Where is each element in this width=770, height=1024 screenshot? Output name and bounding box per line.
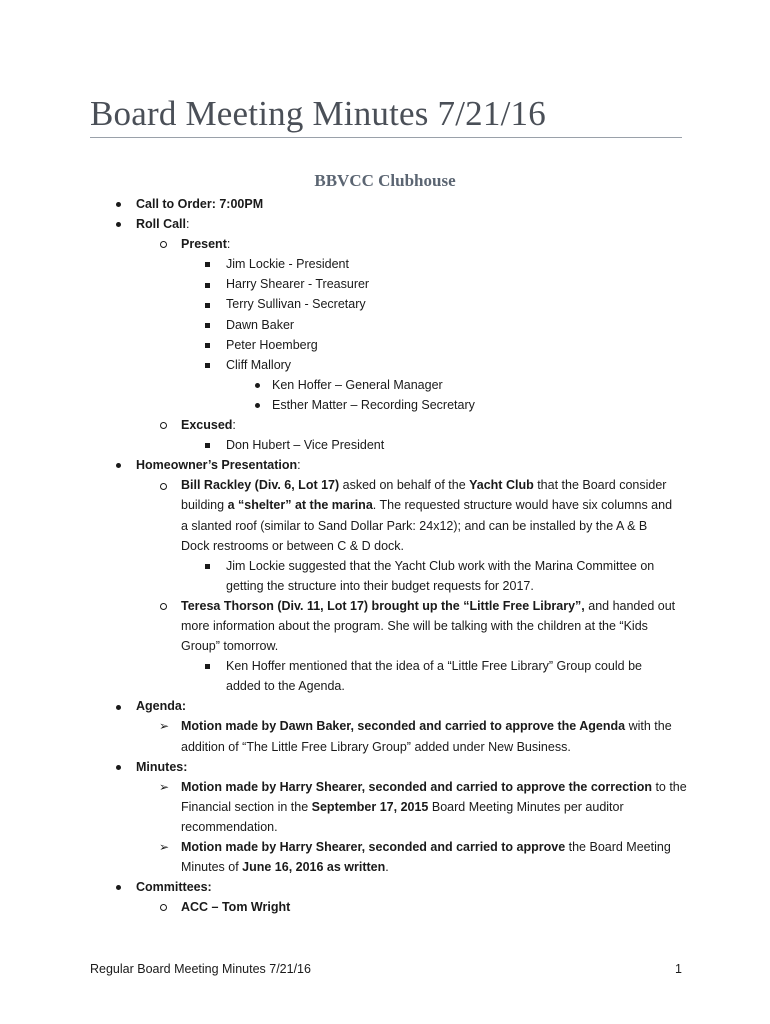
list-item — [0, 335, 770, 355]
list-item-continuation — [0, 576, 770, 596]
bullet-square-icon — [200, 335, 214, 355]
arrow-bullet-icon: ➢ — [158, 719, 170, 734]
text-run: Board Meeting Minutes per auditor — [428, 799, 624, 814]
bullet-dot-icon — [111, 696, 125, 716]
list-item-continuation — [0, 797, 770, 817]
bullet-dot-icon — [250, 375, 264, 395]
text-run: the Board Meeting — [565, 840, 671, 854]
text-run: to the — [651, 779, 687, 794]
roll-call-label: Roll Call — [136, 217, 187, 232]
arrow-bullet-icon: ➢ — [158, 779, 170, 794]
list-item — [0, 757, 770, 777]
bullet-dot-icon — [111, 877, 125, 897]
present-member: Terry Sullivan - Secretary — [226, 297, 366, 312]
list-item — [0, 395, 770, 415]
note-text: Ken Hoffer mentioned that the idea of a “Little Free Library” Group could be — [226, 659, 642, 674]
present-member: Harry Shearer - Treasurer — [226, 277, 370, 292]
text-run: building — [181, 498, 228, 513]
list-item-continuation — [0, 495, 770, 515]
presenter-name: Teresa Thorson (Div. 11, Lot 17) brought up the “Little Free Library”, — [181, 598, 585, 613]
punctuation: : — [186, 217, 190, 232]
list-item — [0, 777, 770, 797]
list-item — [0, 455, 770, 475]
list-item — [0, 315, 770, 335]
arrow-bullet-icon: ➢ — [158, 840, 170, 854]
committees-label: Committees: — [136, 880, 212, 895]
excused-label: Excused — [181, 418, 233, 433]
presenter-name: Bill Rackley (Div. 6, Lot 17) — [181, 478, 340, 493]
list-item — [0, 375, 770, 395]
list-item-continuation — [0, 817, 770, 837]
motion-text: Motion made by Harry Shearer, seconded and carried to approve — [181, 840, 566, 854]
call-to-order: Call to Order: 7:00PM — [136, 197, 264, 211]
bullet-dot-icon — [111, 455, 125, 475]
acc-label: ACC – Tom Wright — [181, 900, 291, 915]
present-member: Jim Lockie - President — [226, 257, 349, 272]
list-item — [0, 696, 770, 716]
note-text: Jim Lockie suggested that the Yacht Club work with the Marina Committee on — [226, 558, 655, 573]
list-item — [0, 877, 770, 897]
list-item — [0, 556, 770, 576]
agenda-label: Agenda: — [136, 699, 186, 714]
list-item — [0, 274, 770, 294]
text-run: a “shelter” at the marina — [227, 498, 373, 513]
text-run: with the — [625, 719, 672, 734]
homeowner-label: Homeowner’s Presentation — [136, 458, 298, 473]
bullet-dot-icon — [250, 395, 264, 415]
text-run: June 16, 2016 as written — [242, 860, 386, 875]
list-item — [0, 837, 770, 857]
list-item — [0, 656, 770, 676]
list-item-continuation — [0, 737, 770, 757]
list-item — [0, 214, 770, 234]
staff-member: Ken Hoffer – General Manager — [272, 377, 443, 392]
text-run: . The requested structure would have six columns and — [372, 498, 673, 513]
present-label: Present — [181, 237, 227, 252]
note-text: getting the structure into their budget requests for 2017. — [226, 578, 534, 593]
bullet-circle-icon — [156, 596, 170, 616]
text-run: addition of “The Little Free Library Group” added under New Business. — [181, 739, 571, 754]
text-run: . — [385, 860, 389, 875]
list-item — [0, 294, 770, 314]
list-item-continuation — [0, 676, 770, 696]
text-run: a slanted roof (similar to Sand Dollar Park: 24x12); and can be installed by the A & B — [181, 518, 648, 533]
punctuation: : — [226, 237, 231, 252]
bullet-dot-icon — [111, 757, 125, 777]
motion-text: Motion made by Harry Shearer, seconded and carried to approve the correction — [181, 779, 652, 794]
bullet-square-icon — [200, 294, 214, 314]
bullet-square-icon — [200, 656, 214, 676]
list-item-continuation — [0, 536, 770, 556]
page-subtitle: BBVCC Clubhouse — [314, 171, 456, 190]
page-number: 1 — [675, 962, 682, 976]
bullet-square-icon — [200, 274, 214, 294]
bullet-square-icon — [200, 254, 214, 274]
present-member: Dawn Baker — [226, 317, 295, 332]
text-run: Dock restrooms or between C & D dock. — [181, 538, 404, 553]
list-item — [0, 234, 770, 254]
list-item — [0, 435, 770, 455]
list-item — [0, 254, 770, 274]
bullet-circle-icon — [156, 475, 170, 495]
title-divider — [90, 137, 682, 138]
bullet-square-icon — [200, 315, 214, 335]
staff-member: Esther Matter – Recording Secretary — [272, 397, 475, 412]
list-item — [0, 596, 770, 616]
bullet-circle-icon — [156, 415, 170, 435]
list-item — [0, 897, 770, 917]
list-item-continuation — [0, 616, 770, 636]
text-run: asked on behalf of the — [339, 478, 470, 493]
text-run: and handed out — [584, 598, 676, 613]
list-item-continuation — [0, 636, 770, 656]
text-run: more information about the program. She will be talking with the children at the “Kids — [181, 618, 648, 633]
text-run: Minutes of — [181, 860, 243, 875]
page-title: Board Meeting Minutes 7/21/16 — [90, 94, 546, 133]
bullet-dot-icon — [111, 194, 125, 214]
punctuation: : — [232, 418, 236, 433]
note-text: added to the Agenda. — [226, 679, 345, 694]
motion-text: Motion made by Dawn Baker, seconded and carried to approve the Agenda — [181, 719, 626, 734]
bullet-circle-icon — [156, 897, 170, 917]
present-member: Cliff Mallory — [226, 357, 292, 372]
text-run: Group” tomorrow. — [181, 639, 279, 654]
list-item — [0, 716, 770, 736]
text-run: Yacht Club — [469, 478, 534, 493]
minutes-label: Minutes: — [136, 759, 188, 774]
list-item — [0, 194, 770, 214]
minutes-body — [0, 194, 770, 917]
excused-member: Don Hubert – Vice President — [226, 438, 385, 453]
list-item — [0, 475, 770, 495]
bullet-square-icon — [200, 435, 214, 455]
list-item-continuation — [0, 857, 770, 877]
list-item — [0, 415, 770, 435]
list-item — [0, 355, 770, 375]
footer-title: Regular Board Meeting Minutes 7/21/16 — [90, 962, 311, 976]
bullet-circle-icon — [156, 234, 170, 254]
bullet-dot-icon — [111, 214, 125, 234]
bullet-square-icon — [200, 355, 214, 375]
text-run: recommendation. — [181, 819, 278, 834]
bullet-square-icon — [200, 556, 214, 576]
punctuation: : — [297, 458, 301, 473]
text-run: September 17, 2015 — [311, 799, 429, 814]
list-item-continuation — [0, 516, 770, 536]
present-member: Peter Hoemberg — [226, 337, 318, 352]
text-run: that the Board consider — [533, 478, 667, 493]
text-run: Financial section in the — [181, 799, 312, 814]
